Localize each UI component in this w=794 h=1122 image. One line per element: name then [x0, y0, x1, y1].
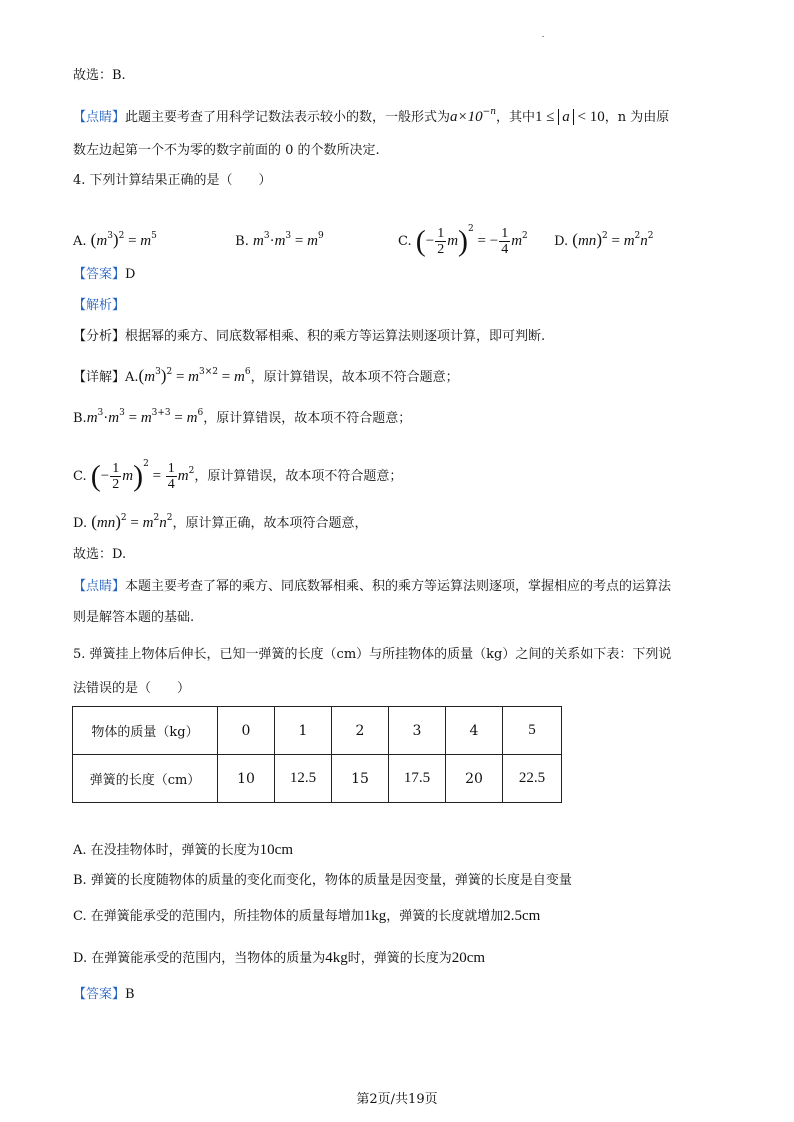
table-cell: 3	[389, 707, 446, 755]
prev-comment-line-2: 数左边起第一个不为零的数字前面的 0 的个数所决定.	[73, 143, 380, 158]
table-header-length: 弹簧的长度（cm）	[73, 755, 218, 803]
table-cell: 2	[332, 707, 389, 755]
q4-detail-a: 【详解】$A.(m^3)^2 = m^{3\times 2} = m^6$，原计算错误，故本项不符合题意；	[73, 366, 459, 385]
q4-detail-d: D. $(mn)^2 = m^2n^2$，原计算正确，故本项符合题意，	[73, 512, 368, 531]
table-cell: 4	[446, 707, 503, 755]
q5-stem-line-2: 法错误的是（ ）	[73, 681, 191, 696]
q5-option-a: A. 在没挂物体时，弹簧的长度为10cm	[73, 842, 293, 858]
table-cell: 20	[446, 755, 503, 803]
table-header-mass: 物体的质量（kg）	[73, 707, 218, 755]
q4-detail-c: C. (− $\frac{1}{2}$ m)$^2$ = $\frac{1}{4}$ $m^2$，原计算错误，故本项不符合题意；	[73, 459, 403, 493]
q4-options	[73, 212, 654, 258]
q5-option-b: B. 弹簧的长度随物体的质量的变化而变化，物体的质量是因变量，弹簧的长度是自变量	[73, 873, 572, 888]
q4-choose: 故选：D.	[73, 547, 127, 562]
q4-stem: 4. 下列计算结果正确的是（ ）	[73, 173, 272, 188]
q4-analysis-tag: 【解析】	[73, 298, 126, 313]
table-cell: 15	[332, 755, 389, 803]
q4-detail-b: $B.m^3\cdot m^3 = m^{3+3} = m^6$，原计算错误，故本项不符合题意；	[73, 408, 412, 426]
prev-comment-tag: 【点睛】	[73, 110, 126, 125]
prev-answer: 故选：B.	[73, 68, 126, 83]
table-row-mass	[73, 707, 562, 755]
table-cell: 12.5	[275, 755, 332, 803]
q4-option-c: C. (− $\frac{1}{2}$ m)$^2$ = − $\frac{1}{4}$ $m^2$	[397, 224, 528, 258]
table-cell: 1	[275, 707, 332, 755]
q4-comment-line-2: 则是解答本题的基础.	[73, 610, 195, 625]
table-cell: 10	[218, 755, 275, 803]
q4-comment-line-1: 【点睛】本题主要考查了幂的乘方、同底数幂相乘、积的乘方等运算法则逐项，掌握相应的考点的运算法	[73, 579, 672, 594]
q5-table	[72, 706, 562, 803]
page-footer: 第2页/共19页	[356, 1092, 438, 1107]
q4-option-a: A. $(m^3)^2 = m^5$	[73, 230, 157, 249]
table-cell: 22.5	[503, 755, 562, 803]
table-cell: 0	[218, 707, 275, 755]
q4-option-d: D. $(mn)^2 = m^2n^2$	[554, 230, 654, 249]
table-cell: 5	[503, 707, 562, 755]
q5-option-c: C. 在弹簧能承受的范围内，所挂物体的质量每增加1kg，弹簧的长度就增加2.5cm	[73, 908, 541, 924]
q4-analysis: 【分析】根据幂的乘方、同底数幂相乘、积的乘方等运算法则逐项计算，即可判断.	[73, 329, 546, 344]
q5-stem-line-1: 5. 弹簧挂上物体后伸长，已知一弹簧的长度（cm）与所挂物体的质量（kg）之间的关系如下表：下列说	[73, 647, 672, 662]
table-row-length	[73, 755, 562, 803]
scan-speck	[542, 36, 544, 37]
q5-option-d: D. 在弹簧能承受的范围内，当物体的质量为4kg时，弹簧的长度为20cm	[73, 950, 486, 966]
table-cell: 17.5	[389, 755, 446, 803]
q4-option-b: B. $m^3\cdot m^3 = m^9$	[235, 231, 324, 249]
prev-comment-line-1: 【点睛】此题主要考查了用科学记数法表示较小的数，一般形式为$a\times 10^{-n}$，其中1 ≤ a < 10，n 为由原	[73, 107, 670, 125]
q4-answer: 【答案】D	[73, 267, 136, 282]
q5-answer: 【答案】B	[73, 987, 135, 1002]
